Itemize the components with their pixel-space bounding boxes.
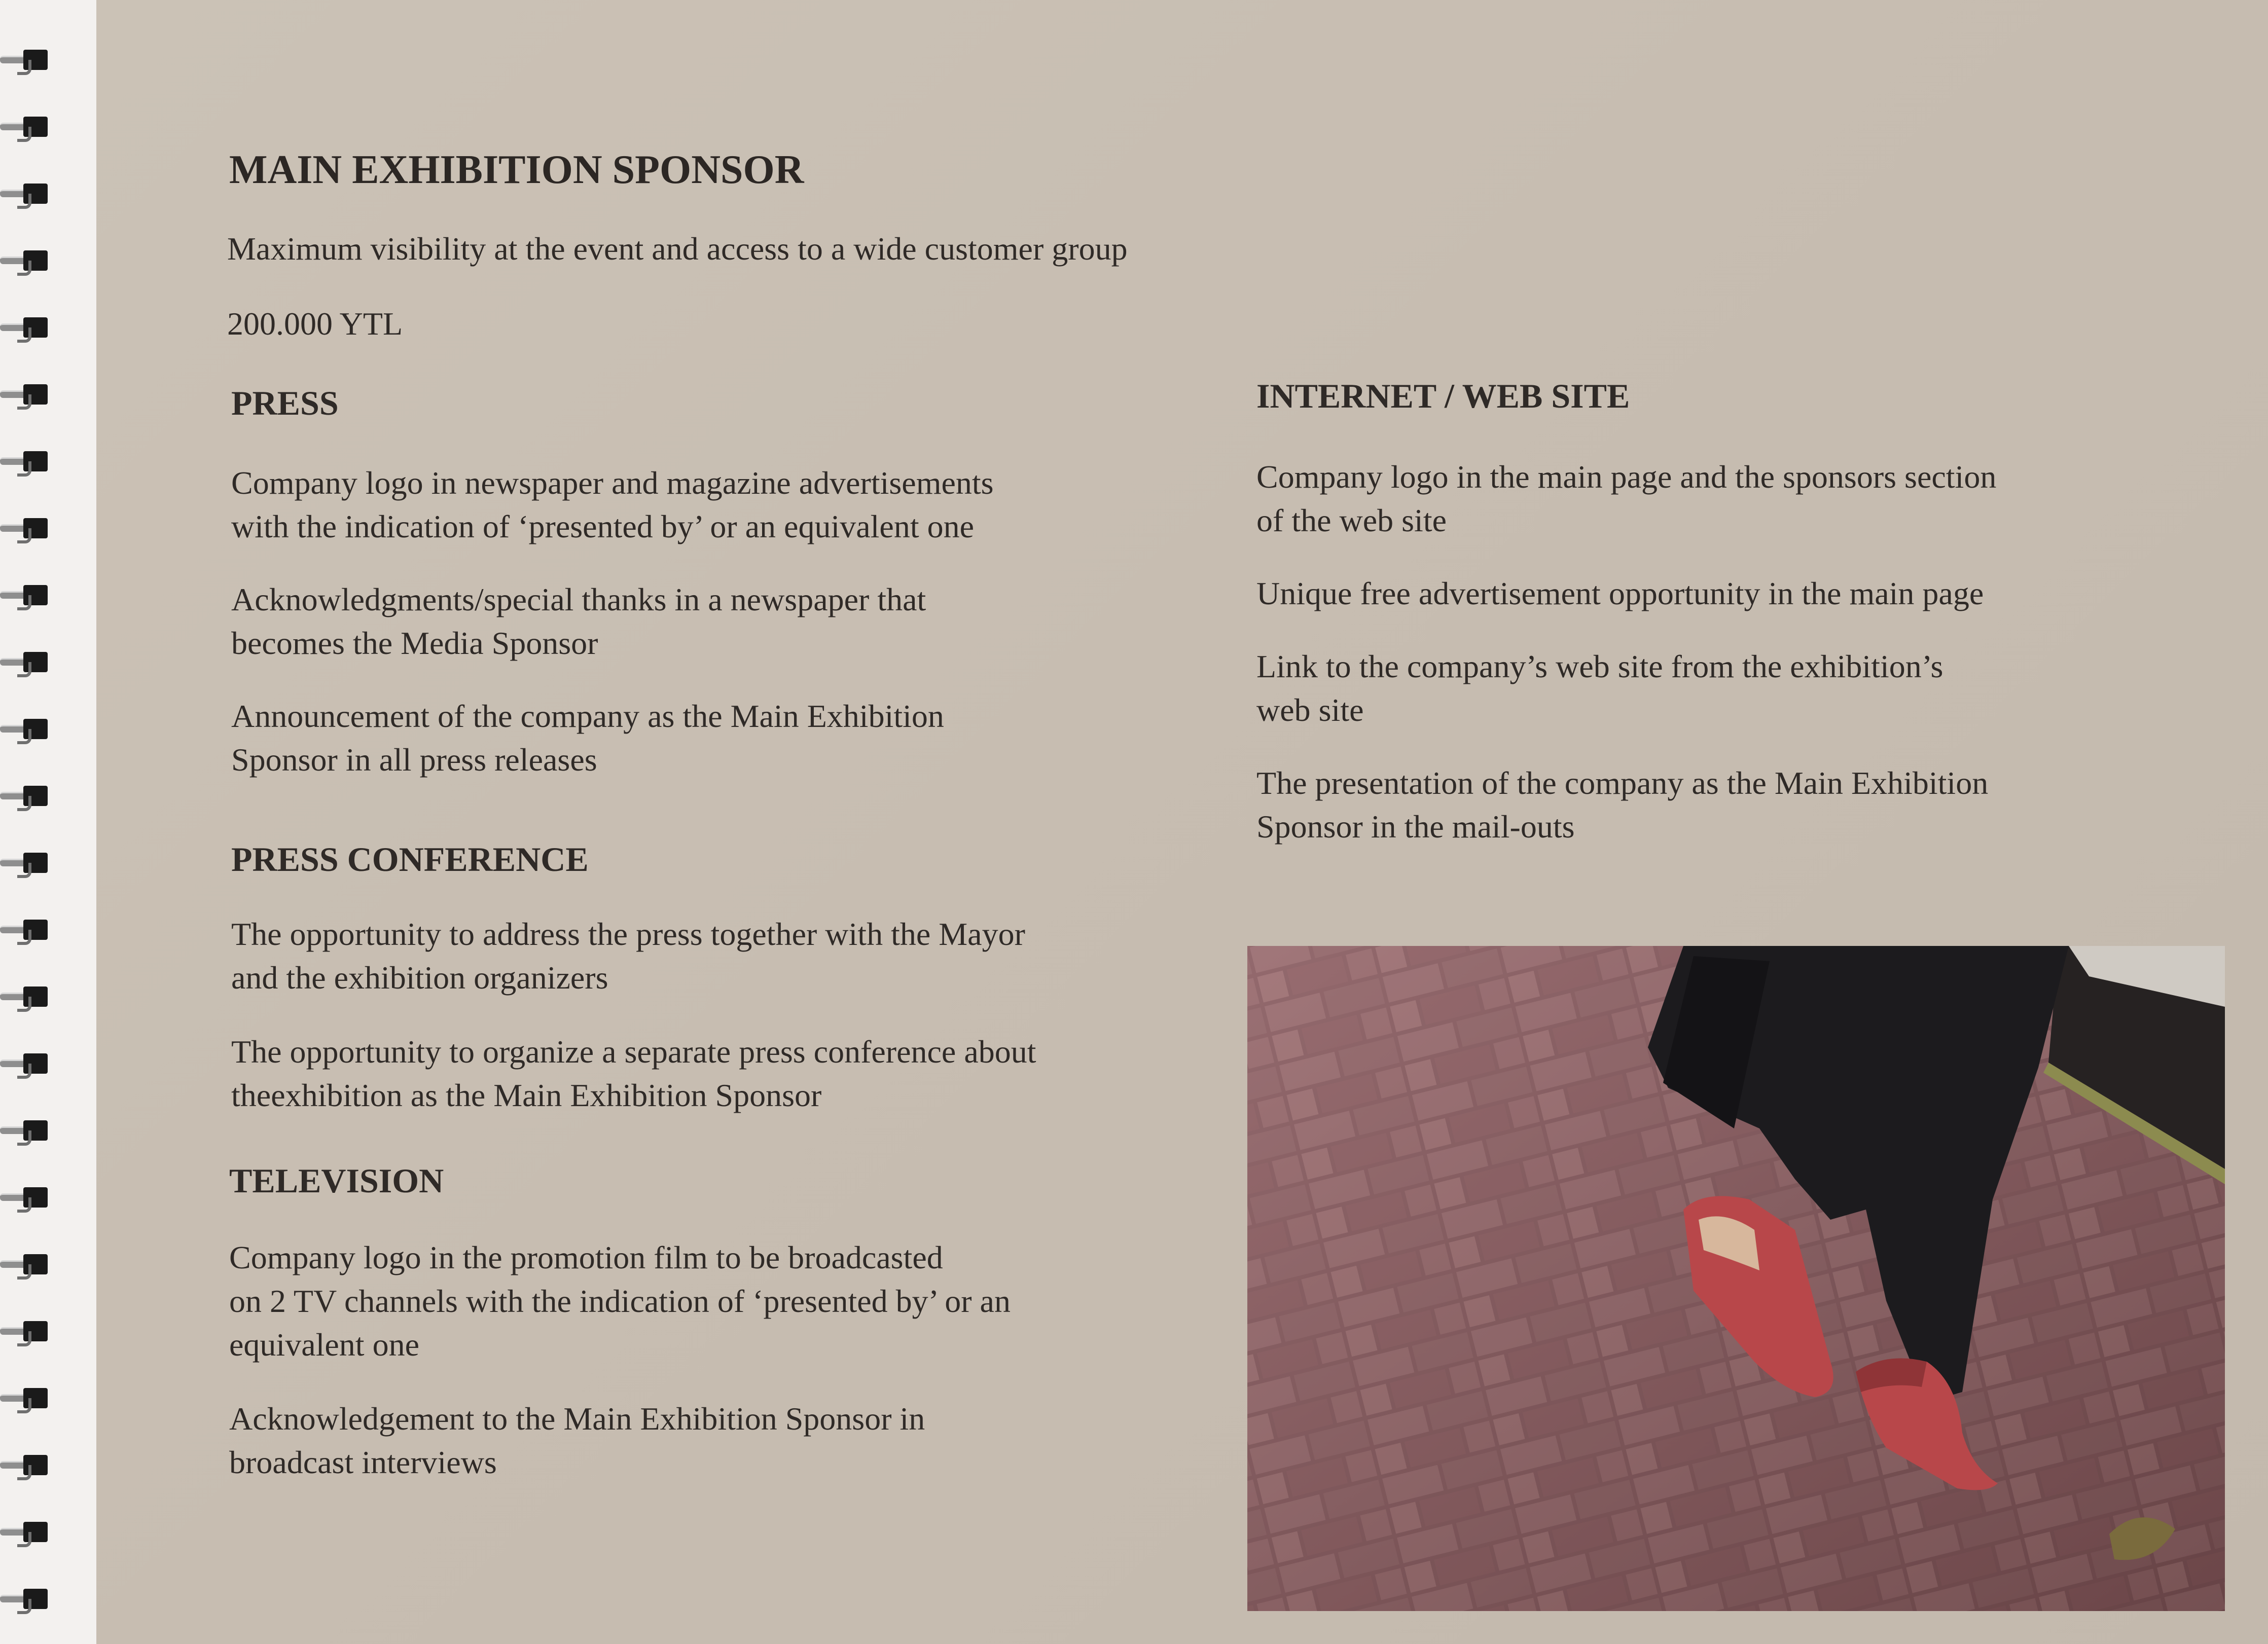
binding-coil bbox=[0, 1117, 51, 1144]
binding-coil bbox=[0, 917, 51, 943]
section-heading-internet: INTERNET / WEB SITE bbox=[1256, 377, 1630, 415]
binding-coil bbox=[0, 314, 51, 341]
binding-coil bbox=[0, 180, 51, 207]
binding-coil bbox=[0, 247, 51, 274]
binding-coil bbox=[0, 47, 51, 73]
section-heading-press: PRESS bbox=[231, 384, 339, 422]
binding-coil bbox=[0, 381, 51, 408]
photo-red-shoes-on-pavement bbox=[1247, 946, 2225, 1611]
binding-coil bbox=[0, 1385, 51, 1411]
binding-coil bbox=[0, 1586, 51, 1612]
binding-coil bbox=[0, 515, 51, 541]
binding-coil bbox=[0, 1519, 51, 1545]
press-conference-item-2: The opportunity to organize a separate press conference about theexhibition as the Main Exhibition Sponsor bbox=[231, 1034, 1036, 1113]
binding-coil bbox=[0, 649, 51, 675]
press-item-1: Company logo in newspaper and magazine advertisements with the indication of ‘presented by’ or an equivalent one bbox=[231, 465, 994, 544]
binding-coil bbox=[0, 1452, 51, 1478]
binding-coil bbox=[0, 1184, 51, 1211]
binding-coil bbox=[0, 1251, 51, 1277]
binding-coil bbox=[0, 783, 51, 809]
press-item-2: Acknowledgments/special thanks in a newspaper that becomes the Media Sponsor bbox=[231, 581, 926, 661]
binding-coil bbox=[0, 716, 51, 742]
page-title: MAIN EXHIBITION SPONSOR bbox=[229, 148, 804, 192]
internet-item-3: Link to the company’s web site from the exhibition’s web site bbox=[1256, 648, 1943, 728]
binding-coil bbox=[0, 1050, 51, 1077]
spiral-binding bbox=[0, 0, 96, 1644]
page-subtitle: Maximum visibility at the event and access to a wide customer group bbox=[227, 231, 1128, 267]
press-item-3: Announcement of the company as the Main Exhibition Sponsor in all press releases bbox=[231, 698, 944, 778]
binding-coil bbox=[0, 448, 51, 474]
binding-coil bbox=[0, 582, 51, 608]
sponsor-price: 200.000 YTL bbox=[227, 306, 403, 342]
television-item-1: Company logo in the promotion film to be broadcasted on 2 TV channels with the indication of ‘presented by’ or an equivalent one bbox=[229, 1239, 1011, 1363]
internet-item-2: Unique free advertisement opportunity in the main page bbox=[1256, 575, 1984, 611]
press-conference-item-1: The opportunity to address the press together with the Mayor and the exhibition organizers bbox=[231, 916, 1025, 996]
television-item-2: Acknowledgement to the Main Exhibition Sponsor in broadcast interviews bbox=[229, 1401, 925, 1480]
binding-coil bbox=[0, 1318, 51, 1344]
section-heading-television: TELEVISION bbox=[229, 1161, 444, 1200]
binding-coil bbox=[0, 983, 51, 1010]
binding-coil bbox=[0, 114, 51, 140]
section-heading-press-conference: PRESS CONFERENCE bbox=[231, 840, 589, 879]
binding-coil bbox=[0, 850, 51, 876]
internet-item-4: The presentation of the company as the Main Exhibition Sponsor in the mail-outs bbox=[1256, 765, 1989, 845]
internet-item-1: Company logo in the main page and the sponsors section of the web site bbox=[1256, 459, 1997, 538]
